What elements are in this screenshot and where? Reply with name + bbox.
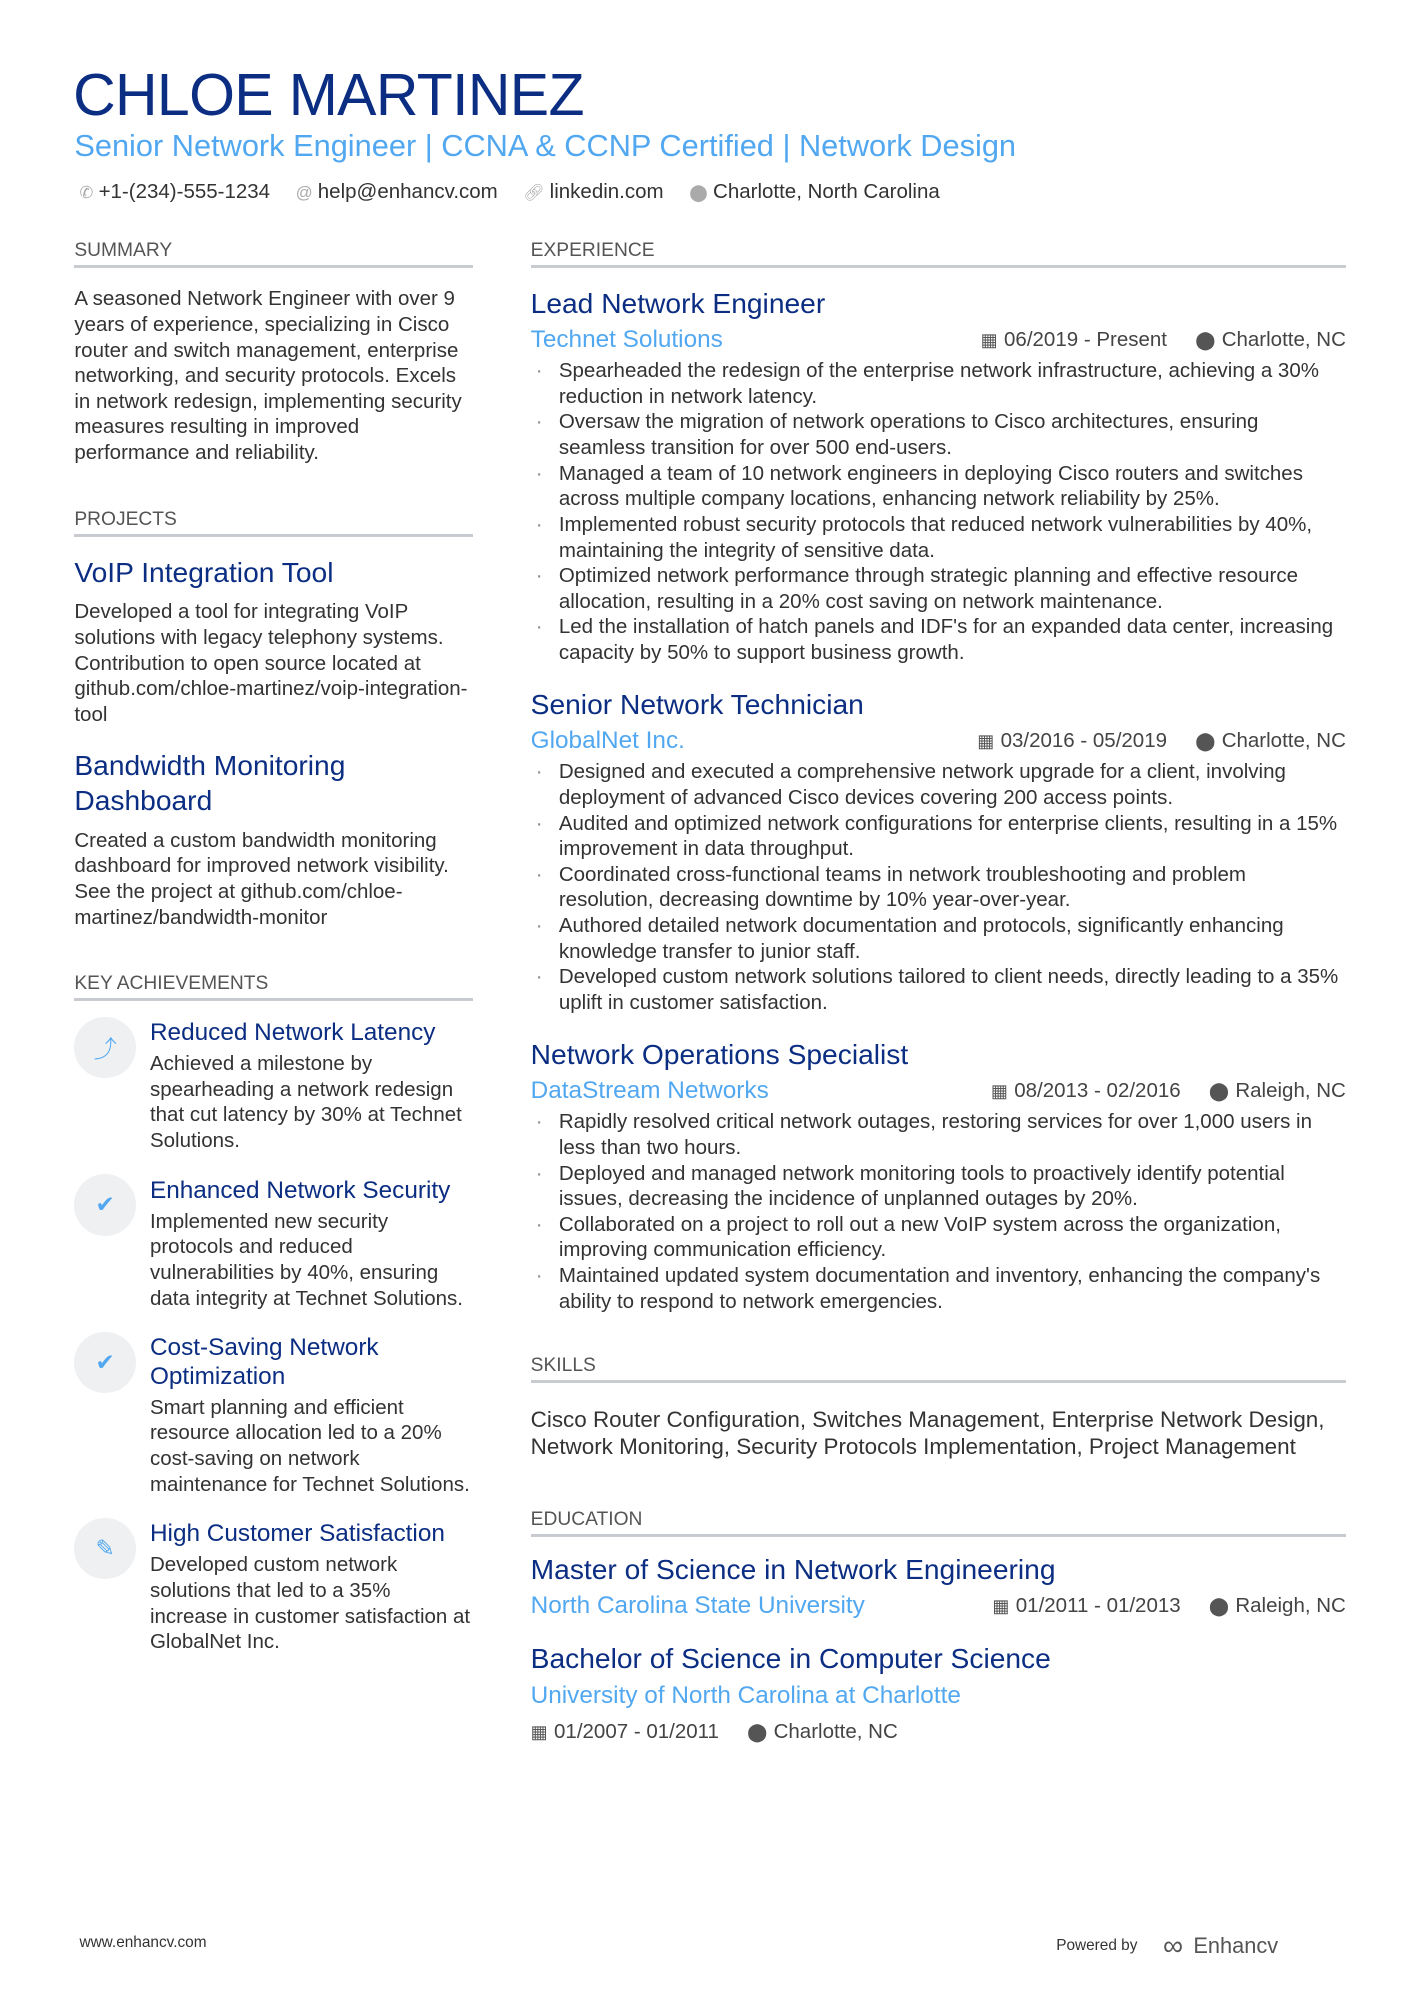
job-location: ⬤ Raleigh, NC — [1208, 1079, 1346, 1103]
project-description: Developed a tool for integrating VoIP solutions with legacy telephony systems. Contribution to open source located at github.com/chloe-martinez/voip-integration-tool — [74, 600, 468, 727]
job-bullet: · Led the installation of hatch panels and IDF's for an expanded data center, increasing capacity by 50% to support business growth. — [531, 614, 1346, 665]
job-bullets — [531, 358, 1346, 666]
contact-phone: ✆ +1-(234)-555-1234 — [79, 180, 271, 204]
achievement-title: Reduced Network Latency — [149, 1019, 436, 1047]
job-bullet: · Rapidly resolved critical network outages, restoring services for over 1,000 users in less than two hours. — [531, 1109, 1346, 1160]
job-item — [531, 685, 1346, 1016]
right-column — [531, 238, 1346, 1749]
location-icon: ⬤ — [747, 1721, 768, 1742]
achievement-title: Enhanced Network Security — [149, 1176, 451, 1204]
achievement-description: Developed custom network solutions that led to a 35% increase in customer satisfaction at GlobalNet Inc. — [149, 1553, 471, 1654]
job-bullet: · Coordinated cross-functional teams in network troubleshooting and problem resolution, decreasing downtime by 10% year-over-year. — [531, 862, 1346, 913]
calendar-icon: ▦ — [992, 1596, 1010, 1617]
school-name: North Carolina State University — [530, 1592, 865, 1620]
location-icon: ⬤ — [1208, 1596, 1229, 1617]
calendar-icon: ▦ — [977, 731, 995, 752]
summary-text: A seasoned Network Engineer with over 9 years of experience, specializing in Cisco router and switch management, enterprise networking, and security protocols. Excels in network redesign, implementing security measures resulting in improved performance and reliability. — [74, 287, 462, 465]
achievement-description: Smart planning and efficient resource allocation led to a 20% cost-saving on network maintenance for Technet Solutions. — [149, 1395, 470, 1496]
degree-title: Master of Science in Network Engineering — [530, 1552, 1056, 1585]
education-item — [531, 1639, 1346, 1749]
achievement-item — [74, 1520, 473, 1655]
education-location: ⬤ Charlotte, NC — [747, 1719, 898, 1743]
project-title: VoIP Integration Tool — [74, 555, 334, 588]
check-icon: ✔ — [74, 1332, 136, 1394]
calendar-icon: ▦ — [990, 1081, 1008, 1102]
job-bullet: · Designed and executed a comprehensive network upgrade for a client, involving deployment of advanced Cisco devices covering 200 access points. — [531, 759, 1346, 810]
project-description: Created a custom bandwidth monitoring dashboard for improved network visibility. See the project at github.com/chloe-martinez/bandwidth-monitor — [74, 828, 449, 929]
education-location: ⬤ Raleigh, NC — [1208, 1594, 1346, 1618]
enhancv-logo[interactable]: ∞ Enhancv — [1163, 1929, 1279, 1962]
calendar-icon: ▦ — [530, 1721, 548, 1742]
achievement-item — [74, 1019, 473, 1154]
contact-linkedin[interactable]: 🔗︎ linkedin.com — [523, 180, 664, 204]
job-bullet: · Spearheaded the redesign of the enterprise network infrastructure, achieving a 30% reduction in network latency. — [531, 358, 1346, 409]
candidate-title: Senior Network Engineer | CCNA & CCNP Certified | Network Design — [74, 127, 1017, 163]
infinity-heart-icon: ∞ — [1163, 1929, 1184, 1962]
job-dates: ▦ 03/2016 - 05/2019 — [977, 729, 1168, 753]
link-icon: 🔗︎ — [523, 183, 545, 203]
job-bullet: · Collaborated on a project to roll out a new VoIP system across the organization, improving communication efficiency. — [531, 1212, 1346, 1263]
calendar-icon: ▦ — [980, 330, 998, 351]
project-item — [74, 555, 473, 728]
footer-branding — [1056, 1929, 1278, 1962]
achievement-description: Implemented new security protocols and reduced vulnerabilities by 40%, ensuring data integrity at Technet Solutions. — [149, 1209, 463, 1310]
achievement-description: Achieved a milestone by spearheading a network redesign that cut latency by 30% at Technet Solutions. — [149, 1052, 462, 1153]
job-item — [531, 284, 1346, 666]
job-dates: ▦ 08/2013 - 02/2016 — [990, 1079, 1181, 1103]
candidate-name: CHLOE MARTINEZ — [73, 63, 584, 129]
job-bullet: · Authored detailed network documentation and protocols, significantly enhancing knowledge transfer to junior staff. — [531, 913, 1346, 964]
job-bullet: · Optimized network performance through strategic planning and effective resource allocation, resulting in a 20% cost saving on network maintenance. — [531, 563, 1346, 614]
job-dates: ▦ 06/2019 - Present — [980, 328, 1168, 352]
job-bullets — [531, 1109, 1346, 1314]
contact-email[interactable]: @ help@enhancv.com — [295, 180, 498, 204]
education-heading: EDUCATION — [531, 1507, 1346, 1537]
experience-heading: EXPERIENCE — [531, 238, 1346, 268]
company-name: Technet Solutions — [530, 326, 723, 354]
location-icon: ⬤ — [1195, 731, 1216, 752]
magic-wand-icon: ✎ — [74, 1518, 136, 1580]
job-title: Network Operations Specialist — [530, 1037, 909, 1070]
school-name: University of North Carolina at Charlotte — [530, 1681, 961, 1709]
achievements-heading: KEY ACHIEVEMENTS — [74, 971, 473, 1001]
summary-heading: SUMMARY — [74, 238, 473, 268]
footer-url[interactable]: www.enhancv.com — [79, 1934, 207, 1952]
achievement-item — [74, 1334, 473, 1497]
location-icon: ⬤ — [689, 183, 708, 203]
job-item — [531, 1035, 1346, 1314]
phone-icon: ✆ — [79, 183, 94, 203]
job-title: Lead Network Engineer — [530, 286, 826, 319]
job-bullet: · Managed a team of 10 network engineers in deploying Cisco routers and switches across multiple company locations, enhancing network reliability by 25%. — [531, 461, 1346, 512]
job-location: ⬤ Charlotte, NC — [1195, 328, 1346, 352]
degree-title: Bachelor of Science in Computer Science — [530, 1642, 1051, 1675]
job-bullet: · Audited and optimized network configurations for enterprise clients, resulting in a 15% improvement in data throughput. — [531, 811, 1346, 862]
job-title: Senior Network Technician — [530, 687, 864, 720]
project-title: Bandwidth Monitoring Dashboard — [74, 749, 346, 816]
job-location: ⬤ Charlotte, NC — [1195, 729, 1346, 753]
job-bullets — [531, 759, 1346, 1015]
achievement-title: Cost-Saving Network Optimization — [149, 1334, 379, 1390]
education-item — [531, 1550, 1346, 1624]
experience-list — [531, 284, 1346, 1315]
achievement-title: High Customer Satisfaction — [149, 1520, 445, 1548]
job-bullet: · Maintained updated system documentation and inventory, enhancing the company's ability to respond to network emergencies. — [531, 1263, 1346, 1314]
contact-location: ⬤ Charlotte, North Carolina — [689, 180, 940, 204]
skills-text: Cisco Router Configuration, Switches Management, Enterprise Network Design, Network Monitoring, Security Protocols Implementation, Project Management — [530, 1406, 1325, 1460]
strategy-icon: ⤴ — [74, 1017, 136, 1079]
education-dates: ▦ 01/2011 - 01/2013 — [992, 1594, 1181, 1618]
location-icon: ⬤ — [1195, 330, 1216, 351]
left-column — [74, 238, 473, 1678]
job-bullet: · Oversaw the migration of network operations to Cisco architectures, ensuring seamless transition for over 500 end-users. — [531, 409, 1346, 460]
company-name: DataStream Networks — [530, 1077, 769, 1105]
company-name: GlobalNet Inc. — [530, 727, 685, 755]
location-icon: ⬤ — [1208, 1081, 1229, 1102]
skills-heading: SKILLS — [531, 1353, 1346, 1383]
at-icon: @ — [295, 183, 313, 203]
achievement-item — [74, 1177, 473, 1312]
powered-by-label: Powered by — [1056, 1936, 1138, 1954]
job-bullet: · Deployed and managed network monitoring tools to proactively identify potential issues, decreasing the incidence of unplanned outages by 20%. — [531, 1161, 1346, 1212]
contact-info — [79, 178, 939, 207]
project-item — [74, 748, 473, 930]
education-dates: ▦ 01/2007 - 01/2011 — [530, 1719, 719, 1743]
projects-heading: PROJECTS — [74, 507, 473, 537]
check-icon: ✔ — [74, 1174, 136, 1236]
job-bullet: · Developed custom network solutions tailored to client needs, directly leading to a 35% uplift in customer satisfaction. — [531, 964, 1346, 1015]
job-bullet: · Implemented robust security protocols that reduced network vulnerabilities by 40%, maintaining the integrity of sensitive data. — [531, 512, 1346, 563]
